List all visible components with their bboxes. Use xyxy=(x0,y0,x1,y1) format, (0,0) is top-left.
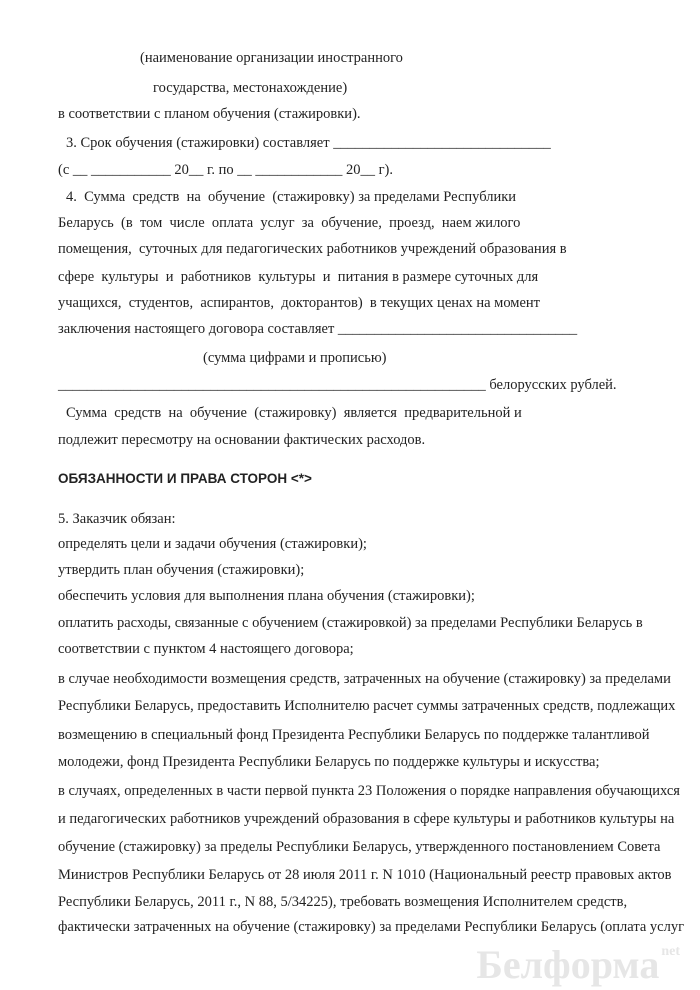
text-line: ___________________________________________________________ белорусских рублей. xyxy=(58,377,617,393)
text-line: сфере культуры и работников культуры и питания в размере суточных для xyxy=(58,269,539,285)
text-line: учащихся, студентов, аспирантов, докторантов) в текущих ценах на момент xyxy=(58,295,540,311)
text-line: 3. Срок обучения (стажировки) составляет ______________________________ xyxy=(66,135,551,151)
text-line: возмещению в специальный фонд Президента Республики Беларусь по поддержке талантливой xyxy=(58,727,650,743)
text-line: оплатить расходы, связанные с обучением (стажировкой) за пределами Республики Беларусь в xyxy=(58,615,643,631)
text-line: 4. Сумма средств на обучение (стажировку) за пределами Республики xyxy=(66,189,517,205)
text-line: 5. Заказчик обязан: xyxy=(58,511,176,527)
text-line: в соответствии с планом обучения (стажировки). xyxy=(58,106,361,122)
text-line: определять цели и задачи обучения (стажировки); xyxy=(58,536,367,552)
text-line: утвердить план обучения (стажировки); xyxy=(58,562,305,578)
text-line: в случаях, определенных в части первой пункта 23 Положения о порядке направления обучающихся xyxy=(58,783,680,799)
text-line: Республики Беларусь, предоставить Исполнителю расчет суммы затраченных средств, подлежащих xyxy=(58,698,676,714)
text-line: Беларусь (в том числе оплата услуг за обучение, проезд, наем жилого xyxy=(58,215,521,231)
text-line: обучение (стажировку) за пределы Республики Беларусь, утвержденного постановлением Совета xyxy=(58,839,661,855)
text-line: помещения, суточных для педагогических работников учреждений образования в xyxy=(58,241,567,257)
text-line: (наименование организации иностранного xyxy=(140,50,403,66)
text-line: Сумма средств на обучение (стажировку) является предварительной и xyxy=(66,405,522,421)
text-line: и педагогических работников учреждений образования в сфере культуры и работников культуры на xyxy=(58,811,675,827)
watermark-main: Белформа xyxy=(476,942,660,987)
text-line: подлежит пересмотру на основании фактических расходов. xyxy=(58,432,426,448)
section-heading: ОБЯЗАННОСТИ И ПРАВА СТОРОН <*> xyxy=(58,471,312,486)
watermark-logo xyxy=(476,942,680,988)
text-line: обеспечить условия для выполнения плана обучения (стажировки); xyxy=(58,588,475,604)
text-line: в случае необходимости возмещения средств, затраченных на обучение (стажировку) за пределами xyxy=(58,671,671,687)
text-line: фактически затраченных на обучение (стажировку) за пределами Республики Беларусь (оплата услуг xyxy=(58,919,685,935)
text-line: (с __ ___________ 20__ г. по __ ____________ 20__ г). xyxy=(58,162,393,178)
text-line: Министров Республики Беларусь от 28 июля 2011 г. N 1010 (Национальный реестр правовых актов xyxy=(58,867,672,883)
text-line: Республики Беларусь, 2011 г., N 88, 5/34225), требовать возмещения Исполнителем средств, xyxy=(58,894,628,910)
text-line: (сумма цифрами и прописью) xyxy=(203,350,387,366)
text-line: государства, местонахождение) xyxy=(153,80,348,96)
text-line: заключения настоящего договора составляет _________________________________ xyxy=(58,321,578,337)
text-line: молодежи, фонд Президента Республики Беларусь по поддержке культуры и искусства; xyxy=(58,754,600,770)
watermark-suffix: net xyxy=(661,944,680,959)
text-line: соответствии с пунктом 4 настоящего договора; xyxy=(58,641,354,657)
